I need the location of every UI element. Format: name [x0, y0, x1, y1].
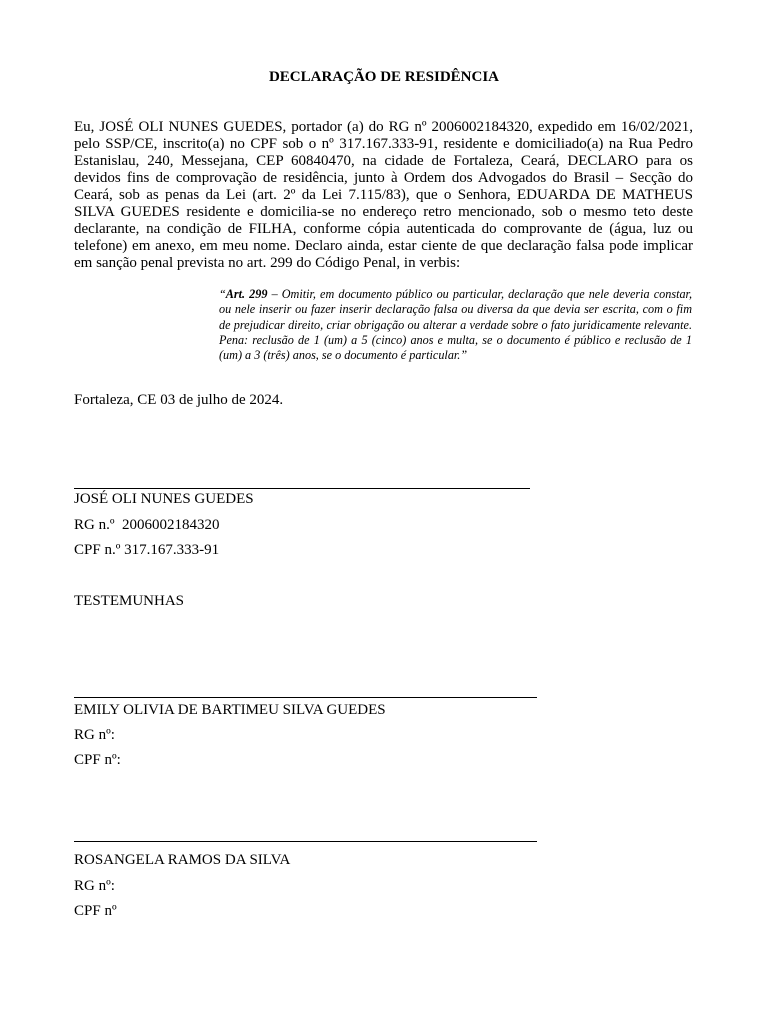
witness-2-rg: RG nº:	[74, 878, 115, 894]
witness-2-cpf: CPF nº	[74, 903, 117, 919]
witness-2-signature-line	[74, 841, 537, 842]
place-and-date: Fortaleza, CE 03 de julho de 2024.	[74, 392, 284, 408]
quote-text: – Omitir, em documento público ou particular, declaração que nele deveria constar, ou nele inserir ou fazer inserir declaração falsa ou diversa da que devia ser escrita, com o fim de prejudicar direito, criar obrigação ou alterar a verdade sobre o fato juridicamente relevante. Pena: reclusão de 1 (um) a 5 (cinco) anos e multa, se o documento é público e reclusão de 1 (um) a 3 (três) anos, se o documento é particular.”	[219, 287, 692, 363]
declarant-rg: RG n.º 2006002184320	[74, 517, 220, 533]
quote-open-mark: “	[219, 287, 226, 301]
legal-quote	[219, 287, 692, 363]
document-title: DECLARAÇÃO DE RESIDÊNCIA	[268, 69, 500, 85]
witness-1-name: EMILY OLIVIA DE BARTIMEU SILVA GUEDES	[74, 702, 386, 718]
declarant-cpf: CPF n.º 317.167.333-91	[74, 542, 220, 558]
witness-1-cpf: CPF nº:	[74, 752, 121, 768]
witness-1-rg: RG nº:	[74, 727, 115, 743]
witness-2-name: ROSANGELA RAMOS DA SILVA	[74, 852, 291, 868]
witnesses-heading: TESTEMUNHAS	[74, 593, 185, 609]
quote-article: Art. 299	[225, 287, 268, 301]
declarant-name: JOSÉ OLI NUNES GUEDES	[74, 491, 254, 507]
witness-1-signature-line	[74, 697, 537, 698]
declarant-signature-line	[74, 488, 530, 489]
declaration-paragraph: Eu, JOSÉ OLI NUNES GUEDES, portador (a) do RG nº 2006002184320, expedido em 16/02/2021, pelo SSP/CE, inscrito(a) no CPF sob o nº 317.167.333-91, residente e domiciliado(a) na Rua Pedro Estanislau, 240, Messejana, CEP 60840470, na cidade de Fortaleza, Ceará, DECLARO para os devidos fins de comprovação de residência, junto à Ordem dos Advogados do Brasil – Secção do Ceará, sob as penas da Lei (art. 2º da Lei 7.115/83), que o Senhora, EDUARDA DE MATHEUS SILVA GUEDES residente e domicilia-se no endereço retro mencionado, sob o mesmo teto deste declarante, na condição de FILHA, conforme cópia autenticada do comprovante de (água, luz ou telefone) em anexo, em meu nome. Declaro ainda, estar ciente de que declaração falsa pode implicar em sanção penal prevista no art. 299 do Código Penal, in verbis:	[74, 119, 693, 271]
